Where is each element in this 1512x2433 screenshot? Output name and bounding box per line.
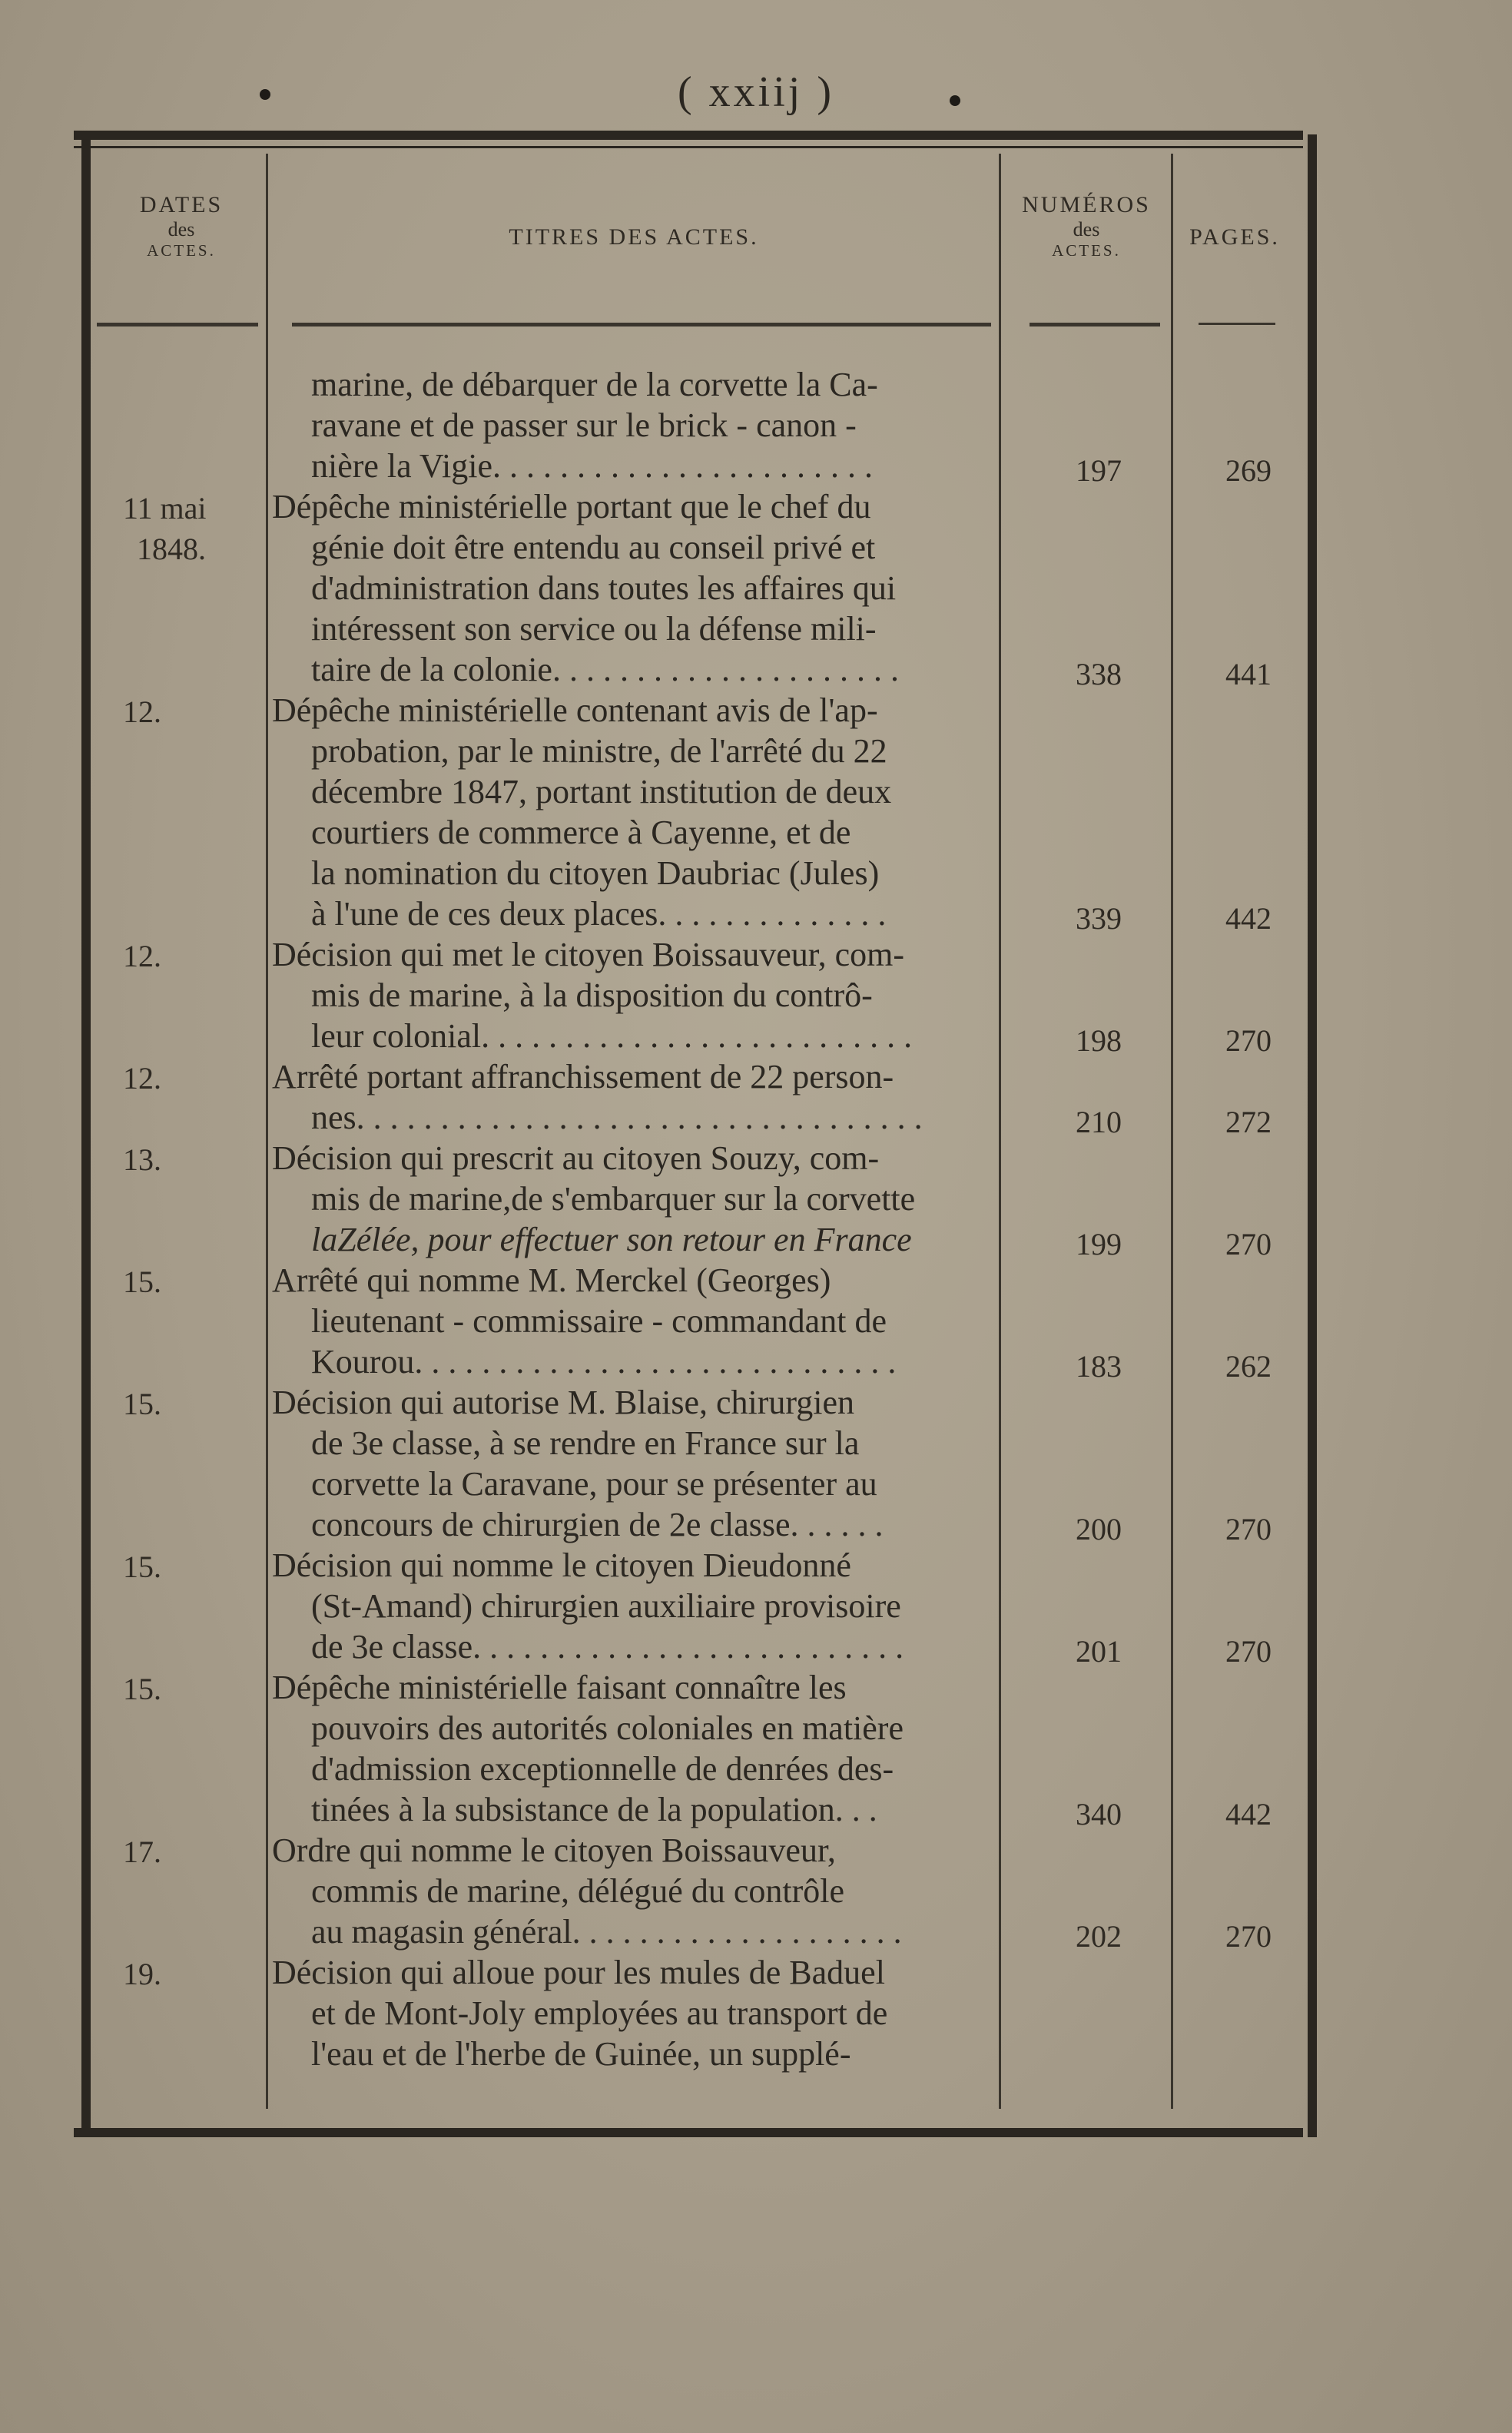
row-2-page: 442: [1225, 901, 1272, 936]
row-1-number: 338: [1076, 657, 1122, 691]
row-2-number: 339: [1076, 901, 1122, 936]
row-9-title-line-1: Dépêche ministérielle faisant connaître les: [272, 1669, 847, 1706]
row-4-page: 272: [1225, 1105, 1272, 1139]
row-11-date: 19.: [123, 1957, 161, 1991]
row-0-page: 269: [1225, 453, 1272, 488]
row-2-title-line-1: Dépêche ministérielle contenant avis de l'ap-: [272, 691, 878, 729]
row-10-page: 270: [1225, 1919, 1272, 1954]
row-7-number: 200: [1076, 1512, 1122, 1546]
row-7-title-line-3: corvette la Caravane, pour se présenter au: [311, 1465, 877, 1503]
header-dates-des: des: [167, 218, 195, 240]
header-dates: [97, 192, 266, 260]
row-6-title-line-3: Kourou. . . . . . . . . . . . . . . . . . . . . . . . . . . . .: [311, 1343, 897, 1381]
row-4-title-line-1: Arrêté portant affranchissement de 22 person-: [272, 1058, 894, 1096]
row-3-number: 198: [1076, 1023, 1122, 1058]
row-9-date: 15.: [123, 1672, 161, 1706]
row-7-title-line-2: de 3e classe, à se rendre en France sur la: [311, 1424, 860, 1462]
row-6-number: 183: [1076, 1349, 1122, 1384]
row-9-title-line-3: d'admission exceptionnelle de denrées des-: [311, 1750, 894, 1788]
header-rule-dates: [97, 323, 258, 326]
row-5-title-line-2: mis de marine,de s'embarquer sur la corvette: [311, 1180, 916, 1218]
row-1-title-line-4: intéressent son service ou la défense mili-: [311, 610, 877, 648]
row-2-title-line-3: décembre 1847, portant institution de deux: [311, 773, 892, 810]
row-3-title-line-2: mis de marine, à la disposition du contrô-: [311, 976, 873, 1014]
row-3-date: 12.: [123, 939, 161, 973]
row-0-number: 197: [1076, 453, 1122, 488]
header-pages: [1173, 224, 1296, 250]
header-rule-pages: [1199, 323, 1275, 325]
row-1-date-line-2: 1848.: [137, 532, 206, 566]
row-9-title-line-4: tinées à la subsistance de la population. . .: [311, 1791, 877, 1828]
header-numeros-title: NUMÉROS: [1022, 192, 1151, 217]
row-2-title-line-2: probation, par le ministre, de l'arrêté du 22: [311, 732, 887, 770]
row-6-date: 15.: [123, 1265, 161, 1299]
row-3-page: 270: [1225, 1023, 1272, 1058]
header-dates-title: DATES: [139, 192, 224, 217]
row-1-page: 441: [1225, 657, 1272, 691]
row-0-title-line-2: ravane et de passer sur le brick - canon -: [311, 406, 857, 444]
row-1-title-line-1: Dépêche ministérielle portant que le chef du: [272, 488, 871, 525]
page-header: ( xxiij ): [678, 68, 834, 116]
row-10-title-line-3: au magasin général. . . . . . . . . . . . . . . . . . . .: [311, 1913, 902, 1951]
row-0-title-line-3: nière la Vigie. . . . . . . . . . . . . . . . . . . . . . .: [311, 447, 874, 485]
row-7-title-line-4: concours de chirurgien de 2e classe. . . . . .: [311, 1506, 884, 1543]
row-5-number: 199: [1076, 1227, 1122, 1261]
row-8-number: 201: [1076, 1634, 1122, 1669]
header-pages-title: PAGES.: [1189, 224, 1280, 250]
row-2-title-line-5: la nomination du citoyen Daubriac (Jules): [311, 854, 880, 892]
row-7-title-line-1: Décision qui autorise M. Blaise, chirurgien: [272, 1384, 855, 1421]
row-8-title-line-3: de 3e classe. . . . . . . . . . . . . . . . . . . . . . . . . .: [311, 1628, 904, 1666]
header-rule-numbers: [1030, 323, 1160, 326]
ink-dot-right: [950, 95, 960, 106]
row-6-page: 262: [1225, 1349, 1272, 1384]
row-5-title-line-3: laZélée, pour effectuer son retour en France: [311, 1221, 912, 1258]
row-7-date: 15.: [123, 1387, 161, 1421]
row-3-title-line-3: leur colonial. . . . . . . . . . . . . . . . . . . . . . . . . .: [311, 1017, 913, 1055]
header-rule-titles: [292, 323, 991, 326]
header-numeros-actes: ACTES.: [1052, 241, 1121, 260]
row-7-page: 270: [1225, 1512, 1272, 1546]
row-5-title-line-1: Décision qui prescrit au citoyen Souzy, com-: [272, 1139, 880, 1177]
row-10-title-line-1: Ordre qui nomme le citoyen Boissauveur,: [272, 1831, 836, 1869]
row-1-title-line-5: taire de la colonie. . . . . . . . . . . . . . . . . . . . .: [311, 651, 899, 688]
row-11-title-line-3: l'eau et de l'herbe de Guinée, un supplé-: [311, 2035, 851, 2073]
bottom-border: [74, 2128, 1303, 2137]
row-6-title-line-2: lieutenant - commissaire - commandant de: [311, 1302, 887, 1340]
row-10-date: 17.: [123, 1835, 161, 1869]
row-11-title-line-2: et de Mont-Joly employées au transport de: [311, 1994, 888, 2032]
row-9-page: 442: [1225, 1797, 1272, 1831]
header-numeros-des: des: [1073, 218, 1100, 240]
row-10-title-line-2: commis de marine, délégué du contrôle: [311, 1872, 844, 1910]
header-titres: [269, 224, 999, 250]
header-dates-actes: ACTES.: [147, 241, 216, 260]
row-8-page: 270: [1225, 1634, 1272, 1669]
row-10-number: 202: [1076, 1919, 1122, 1954]
row-2-date: 12.: [123, 694, 161, 729]
row-5-date: 13.: [123, 1142, 161, 1177]
row-2-title-line-6: à l'une de ces deux places. . . . . . . . . . . . . .: [311, 895, 887, 933]
column-divider-dates: [266, 154, 268, 2109]
row-1-title-line-2: génie doit être entendu au conseil privé et: [311, 529, 876, 566]
row-2-title-line-4: courtiers de commerce à Cayenne, et de: [311, 814, 851, 851]
row-9-number: 340: [1076, 1797, 1122, 1831]
row-11-title-line-1: Décision qui alloue pour les mules de Baduel: [272, 1954, 885, 1991]
row-1-date-line-1: 11 mai: [123, 491, 207, 525]
row-9-title-line-2: pouvoirs des autorités coloniales en matière: [311, 1709, 904, 1747]
row-8-title-line-2: (St-Amand) chirurgien auxiliaire provisoire: [311, 1587, 901, 1625]
column-divider-titles: [999, 154, 1001, 2109]
row-5-page: 270: [1225, 1227, 1272, 1261]
row-4-number: 210: [1076, 1105, 1122, 1139]
row-4-date: 12.: [123, 1061, 161, 1096]
row-4-title-line-2: nes. . . . . . . . . . . . . . . . . . . . . . . . . . . . . . . . . .: [311, 1099, 923, 1136]
row-6-title-line-1: Arrêté qui nomme M. Merckel (Georges): [272, 1261, 831, 1299]
header-numeros: [1002, 192, 1171, 260]
row-3-title-line-1: Décision qui met le citoyen Boissauveur, com-: [272, 936, 905, 973]
row-8-title-line-1: Décision qui nomme le citoyen Dieudonné: [272, 1546, 851, 1584]
row-8-date: 15.: [123, 1550, 161, 1584]
row-0-title-line-1: marine, de débarquer de la corvette la Ca-: [311, 366, 878, 403]
header-titres-title: TITRES DES ACTES.: [509, 224, 759, 250]
row-1-title-line-3: d'administration dans toutes les affaires qui: [311, 569, 897, 607]
